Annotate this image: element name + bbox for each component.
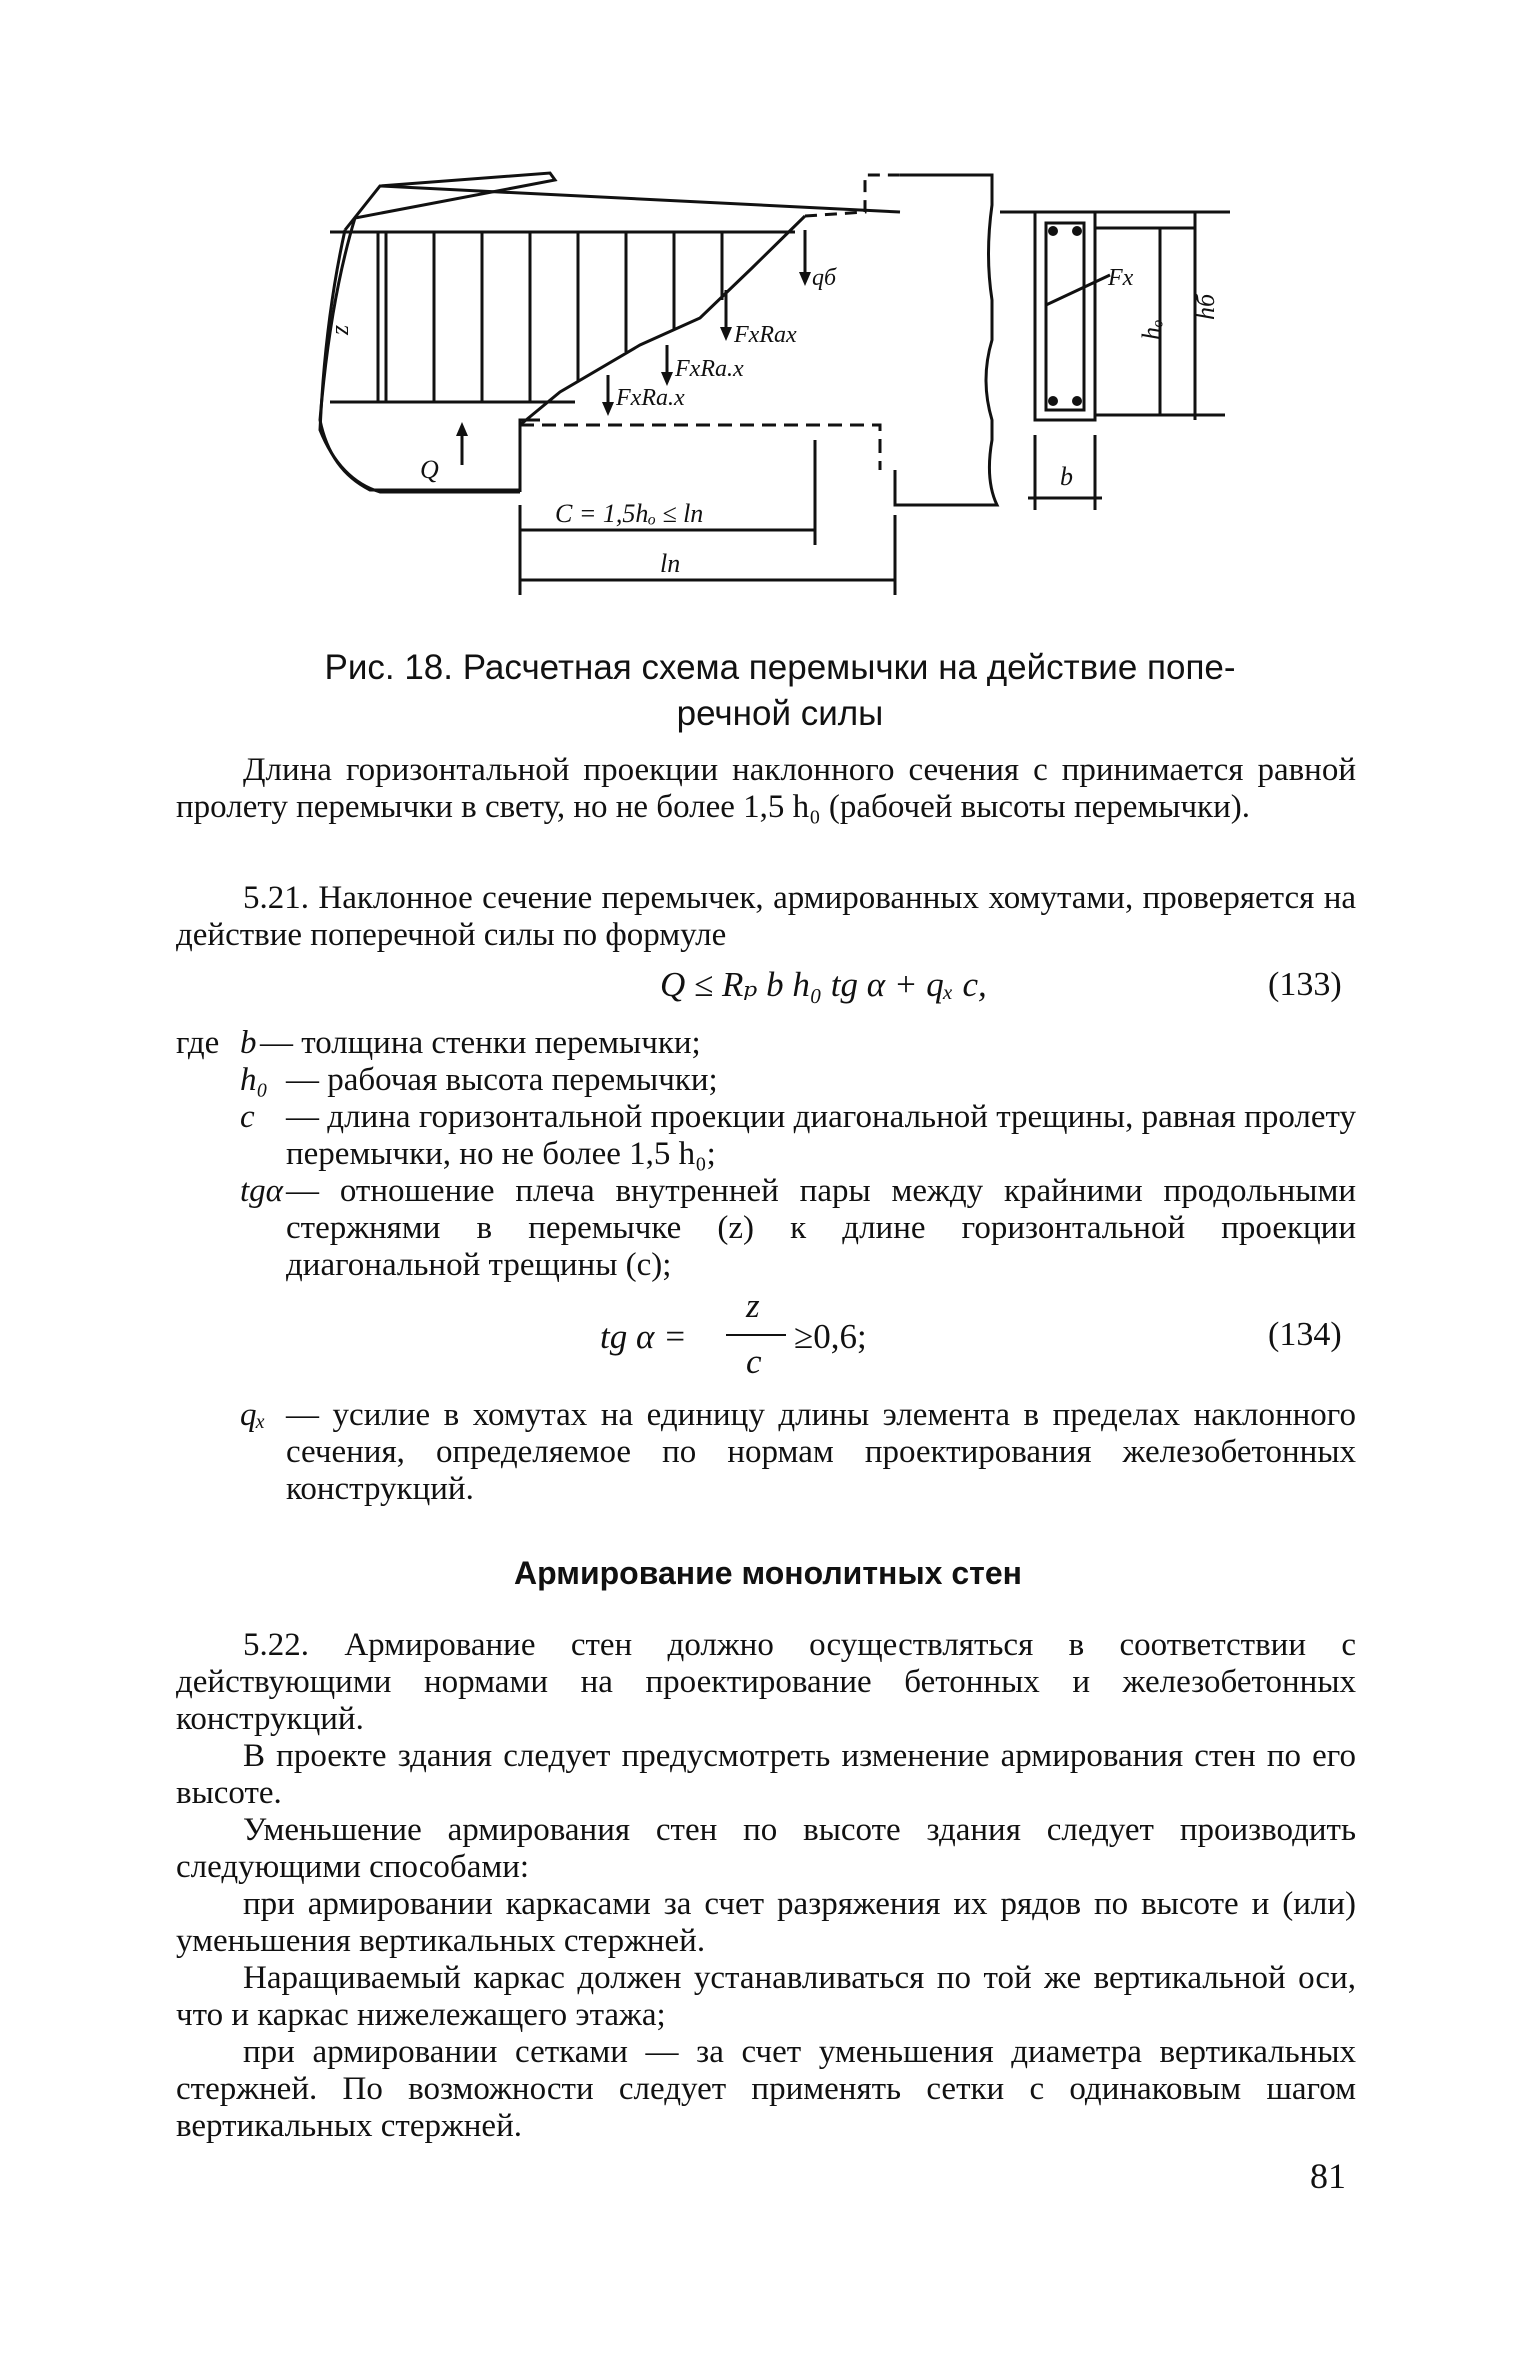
definition-symbol: b (240, 1025, 257, 1061)
label-q: Q (420, 455, 439, 484)
paragraph-meshes: при армировании сетками — за счет уменьшения диаметра вертикальных стержней. По возможности следует применять сетки с одинаковым шагом вертикальных стержней. (176, 2034, 1356, 2144)
definition-symbol: h₀ (240, 1062, 268, 1098)
paragraph-5-22: 5.22. Армирование стен должно осуществляться в соответствии с действующими нормами на проектирование бетонных и железобетонных конструкций. (176, 1627, 1356, 1737)
definition-text: — рабочая высота перемычки; (286, 1062, 718, 1098)
paragraph-frames: при армировании каркасами за счет разряжения их рядов по высоте и (или) уменьшения вертикальных стержней. (176, 1886, 1356, 1959)
definition-text: — усилие в хомутах на единицу длины элемента в пределах наклонного сечения, определяемое по нормам проектирования железобетонных конструкций. (286, 1397, 1356, 1507)
label-qb: qб (812, 265, 837, 291)
definition-symbol: tgα (240, 1173, 283, 1209)
definition-text: — толщина стенки перемычки; (260, 1025, 701, 1061)
figure-caption (280, 645, 1280, 737)
figure-18-diagram (300, 150, 1250, 610)
definition-symbol: c (240, 1099, 255, 1135)
label-ln: lп (660, 549, 681, 578)
paragraph-project: В проекте здания следует предусмотреть изменение армирования стен по его высоте. (176, 1738, 1356, 1811)
paragraph-reduction: Уменьшение армирования стен по высоте здания следует производить следующими способами: (176, 1812, 1356, 1885)
label-h0: hₒ (1137, 319, 1166, 340)
definition-c (176, 1099, 1356, 1174)
formula-134-denominator: c (746, 1342, 762, 1381)
definition-symbol: qₓ (240, 1397, 266, 1433)
label-fx-rax-1: FxRax (734, 322, 797, 348)
definition-qx (176, 1397, 1356, 1512)
label-b: b (1060, 462, 1073, 491)
paragraph-extended-frame: Наращиваемый каркас должен устанавливаться по той же вертикальной оси, что и каркас нижележащего этажа; (176, 1960, 1356, 2033)
formula-134-number: (134) (1268, 1316, 1342, 1353)
label-fx-section: Fx (1108, 265, 1134, 291)
definition-tga (176, 1173, 1356, 1288)
formula-133-number: (133) (1268, 966, 1342, 1003)
formula-134-numerator: z (746, 1286, 760, 1325)
definition-b (176, 1025, 1356, 1065)
paragraph-5-21: 5.21. Наклонное сечение перемычек, армированных хомутами, проверяется на действие поперечной силы по формуле (176, 880, 1356, 953)
section-heading: Армирование монолитных стен (514, 1555, 1022, 1591)
label-hb: hб (1191, 293, 1220, 320)
page-number: 81 (1310, 2156, 1346, 2196)
formula-134 (600, 1286, 900, 1381)
label-z: z (325, 324, 354, 335)
formula-133: Q ≤ Rₚ b h₀ tg α + qₓ c, (660, 965, 987, 1004)
where-label: где (176, 1025, 220, 1061)
paragraph-length-projection: Длина горизонтальной проекции наклонного сечения c принимается равной пролету перемычки в свету, но не более 1,5 h₀ (рабочей высоты перемычки). (176, 752, 1356, 825)
definition-text: — отношение плеча внутренней пары между крайними продольными стержнями в перемычке (z) к длине горизонтальной проекции диагональной трещины (c); (286, 1173, 1356, 1283)
caption-line-1: Рис. 18. Расчетная схема перемычки на действие попе- (324, 648, 1236, 687)
fraction-bar (726, 1334, 786, 1336)
caption-line-2: речной силы (676, 694, 884, 733)
label-c-formula: C = 1,5hₒ ≤ lп (555, 499, 704, 528)
formula-134-rhs: ≥0,6; (794, 1317, 867, 1356)
definition-text: — длина горизонтальной проекции диагональной трещины, равная пролету перемычки, но не более 1,5 h₀; (286, 1099, 1356, 1172)
formula-134-lhs: tg α = (600, 1317, 687, 1356)
label-fx-rax-3: FxRa.x (616, 385, 685, 411)
label-fx-rax-2: FxRa.x (675, 356, 744, 382)
definition-h0 (176, 1062, 1356, 1102)
